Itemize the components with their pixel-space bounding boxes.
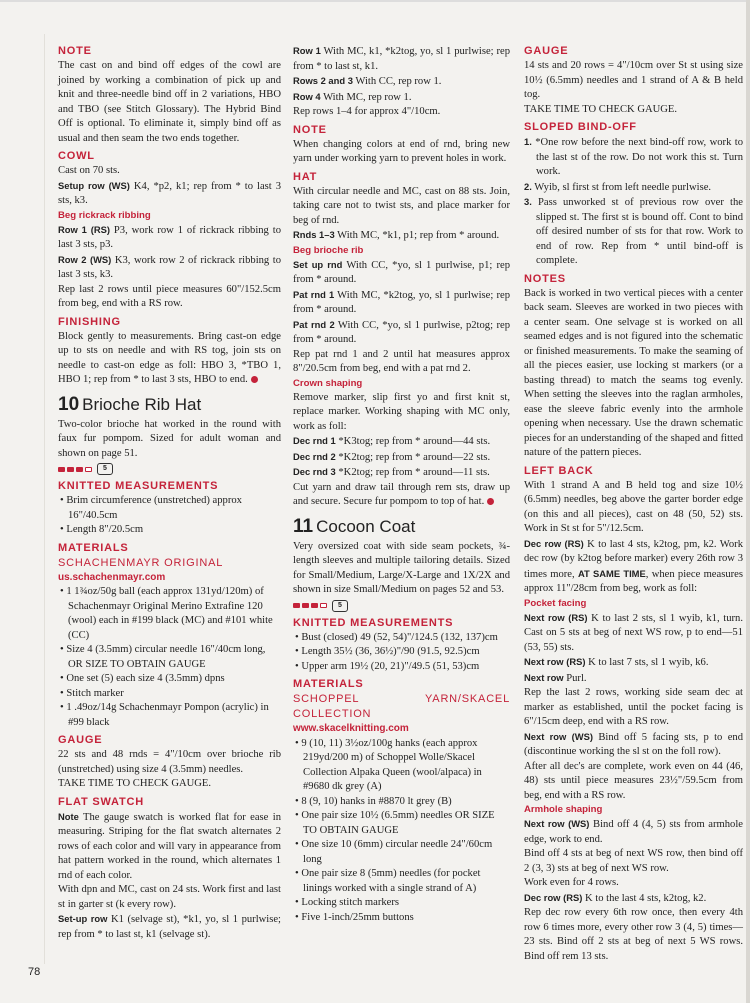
hat-gauge-check: TAKE TIME TO CHECK GAUGE. — [58, 778, 212, 789]
hat-measurements-list — [58, 494, 281, 538]
coat-notes-heading: NOTES — [524, 272, 566, 285]
cowl-repeat: Rep last 2 rows until piece measures 60"/152.5cm from beg, end with a RS row. — [58, 283, 281, 309]
list-item: • 9 (10, 11) 3½oz/100g hanks (each approx 219yd/200 m) of Schoppel Wolle/Skacel Collection Alpaka Queen (wool/alpaca) in #9680 dk grey (A) — [295, 737, 482, 792]
list-item: • 8 (9, 10) hanks in #8870 lt grey (B) — [295, 795, 452, 807]
coat-materials-heading: MATERIALS — [293, 678, 364, 690]
list-item: • Brim circumference (unstretched) approx 16"/40.5cm — [60, 495, 242, 521]
coat-brand-url[interactable]: www.skacelknitting.com — [293, 723, 409, 734]
yarn-weight-icon: 5 — [332, 600, 348, 612]
crown-dec-3: Dec rnd 3 *K2tog; rep from * around—11 sts. — [293, 466, 490, 478]
hat-title: 10 Brioche Rib Hat — [58, 393, 202, 415]
column-2 — [293, 44, 510, 925]
list-item: • One pair size 10½ (6.5mm) needles OR SIZE TO OBTAIN GAUGE — [295, 810, 495, 836]
hat-heading: HAT — [293, 170, 318, 183]
hat-brand: SCHACHENMAYR ORIGINAL — [58, 556, 224, 569]
rickrack-subheading: Beg rickrack ribbing — [58, 209, 151, 221]
sloped-bindoff-heading: SLOPED BIND-OFF — [524, 121, 637, 133]
coat-measurements-heading: KNITTED MEASUREMENTS — [293, 616, 454, 629]
hat-measurements-heading: KNITTED MEASUREMENTS — [58, 480, 219, 492]
left-back-dec-row: Dec row (RS) K to last 4 sts, k2tog, pm, k2. Work dec row (by k2tog before marker) every 26th row 3 times more, AT SAME TIME, when piece measures approx 11"/28cm from beg, work as foll: — [524, 537, 744, 594]
armhole-subheading: Armhole shaping — [524, 804, 603, 815]
list-item: • One size 10 (6mm) circular needle 24"/60cm long — [295, 839, 493, 865]
left-back-heading: LEFT BACK — [524, 464, 594, 477]
end-dot-icon — [251, 376, 258, 383]
brioche-subheading: Beg brioche rib — [293, 244, 364, 256]
pocket-next-row-2: Next row (RS) K to last 7 sts, sl 1 wyib, k6. — [524, 656, 709, 668]
crown-subheading: Crown shaping — [293, 377, 363, 389]
coat-gauge-text: 14 sts and 20 rows = 4"/10cm over St st using size 10½ (6.5mm) needles and 1 strand of A & B held tog. — [524, 60, 743, 100]
hat-gauge-heading: GAUGE — [58, 734, 103, 746]
hat-description: Two-color brioche hat worked in the round with faux fur pompom. Sized for adult woman and shown on page 51. — [58, 418, 281, 459]
hat-note-heading: NOTE — [293, 123, 327, 136]
pocket-after-dec: After all dec's are complete, work even on 44 (46, 48) sts until piece measures 23½"/59.5cm from beg, end with a RS row. — [524, 760, 743, 801]
pocket-next-row-ws: Next row (WS) Bind off 5 facing sts, p to end (discontinue working the sl st on the foll row). — [524, 730, 744, 757]
swatch-rows-2-3: Rows 2 and 3 With CC, rep row 1. — [293, 75, 442, 87]
hat-materials-list — [58, 585, 281, 730]
hat-rnds-1-3: Rnds 1–3 With MC, *k1, p1; rep from * around. — [293, 229, 500, 241]
column-3 — [524, 44, 743, 964]
cowl-note-text: The cast on and bind off edges of the cowl are joined by working a combination of pick up and knit and three-needle bind off in 2 variations, HBO and TBO (see Stitch Glossary). The Hybrid Bind Off is optional. To eliminate it, simply bind off as usual and then seam the two ends together. — [58, 60, 281, 144]
pocket-next-row-3: Next row Purl. — [524, 671, 587, 684]
coat-measurements-list — [293, 631, 510, 675]
cowl-row-2: Row 2 (WS) K3, work row 2 of rickrack ribbing to last 3 sts, k3. — [58, 253, 281, 280]
end-dot-icon — [487, 498, 494, 505]
pocket-next-row-1: Next row (RS) K to last 2 sts, sl 1 wyib, k1, turn. Cast on 5 sts at beg of next WS row, p to end—51 (53, 55) sts. — [524, 611, 744, 653]
hat-brand-url[interactable]: us.schachenmayr.com — [58, 571, 166, 583]
cowl-note-heading: NOTE — [58, 45, 92, 57]
crown-dec-1: Dec rnd 1 *K3tog; rep from * around—44 sts. — [293, 435, 491, 447]
armhole-rep-dec: Rep dec row every 6th row once, then every 4th row 6 times more, every other row 3 (4, 5) times—23 sts. Bind off 2 sts at beg of next 5 WS rows. Bind off rem 13 sts. — [524, 907, 743, 962]
pocket-facing-subheading: Pocket facing — [524, 597, 587, 609]
coat-title: 11 Cocoon Coat — [293, 515, 416, 537]
hat-gauge-text: 22 sts and 48 rnds = 4"/10cm over brioche rib (unstretched) using size 4 (3.5mm) needles. — [58, 749, 281, 775]
flat-swatch-heading: FLAT SWATCH — [58, 795, 144, 808]
coat-brand: SCHOPPEL YARN/SKACEL COLLECTION — [293, 693, 510, 720]
swatch-repeat: Rep rows 1–4 for approx 4"/10cm. — [293, 106, 441, 117]
crown-finish: Cut yarn and draw tail through rem sts, draw up and secure. Secure fur pompom to top of hat. — [293, 481, 510, 507]
list-item: • One pair size 8 (5mm) needles (for pocket linings worked with a single strand of A) — [295, 868, 481, 894]
list-item: • Length 8"/20.5cm — [60, 524, 144, 535]
list-item: 1. *One row before the next bind-off row, work to the last st of the row. Do not work this st. Turn work. — [524, 136, 743, 177]
top-edge — [0, 0, 750, 2]
armhole-work-even: Work even for 4 rows. — [524, 877, 619, 888]
crown-text: Remove marker, slip first yo and first knit st, replace marker. Working shaping with MC only, work as foll: — [293, 391, 510, 432]
pocket-repeat: Rep the last 2 rows, working side seam dec at marker as established, until the pocket facing is 6"/15cm deep, end with a RS row. — [524, 687, 743, 727]
hat-cast-on: With circular needle and MC, cast on 88 sts. Join, taking care not to twist sts, and place marker for beg of rnd. — [293, 185, 510, 226]
binding-gutter — [746, 0, 750, 1003]
list-item: • Upper arm 19½ (20, 21)"/49.5 (51, 53)cm — [295, 660, 480, 672]
left-back-cast-on: With 1 strand A and B held tog and size 10½ (6.5mm) needles, beg above the garter border edge (on this and all pieces), cast on 48 (50, 52) sts. Work in St st for 5"/12.5cm. — [524, 479, 743, 534]
coat-gauge-heading: GAUGE — [524, 45, 569, 57]
cowl-row-1: Row 1 (RS) P3, work row 1 of rickrack ribbing to last 3 sts, p3. — [58, 223, 281, 250]
cowl-cast-on: Cast on 70 sts. — [58, 165, 120, 176]
skill-level — [58, 463, 281, 475]
list-item: • Five 1-inch/25mm buttons — [295, 911, 414, 923]
list-item: • Stitch marker — [60, 687, 124, 699]
flat-swatch-cast: With dpn and MC, cast on 24 sts. Work first and last st in garter st (k every row). — [58, 884, 281, 910]
coat-notes-text: Back is worked in two vertical pieces with a center back seam. Sleeves are worked in two pieces with a center seam. One selvage st is worked on all seamed edges and is not figured into the schematic or finished measurements. To make the seaming of all the pieces easier, use locking st markers (or a basting thread) to match the seams tog evenly. When setting the sleeves into the raglan armholes, ease the sleeve fabric evenly into the armhole opening when necessary. Use the drawn schematic pieces for an understanding of the shaped and fitted nature of the pattern pieces. — [524, 287, 743, 458]
armhole-next-row: Next row (WS) Bind off 4 (4, 5) sts from armhole edge, work to end. — [524, 818, 743, 845]
list-item: • 1 1¾oz/50g ball (each approx 131yd/120m) of Schachenmayr Original Merino Extrafine 120 (wool) each in #199 black (MC) and #101 white (CC) — [60, 586, 273, 641]
hat-setup-rnd: Set up rnd With CC, *yo, sl 1 purlwise, p1; rep from * around. — [293, 258, 510, 285]
coat-materials-list — [293, 737, 510, 926]
list-item: 3. Pass unworked st of previous row over the slipped st. The first st is bound off. Cont to bind off desired number of sts for that row. Work to end of row. Rep from * until bind-off is complete. — [524, 196, 743, 266]
column-1 — [58, 44, 281, 942]
swatch-row-1: Row 1 With MC, k1, *k2tog, yo, sl 1 purlwise; rep from * to last st, k1. — [293, 45, 510, 72]
cowl-heading: COWL — [58, 150, 95, 162]
hat-pat-rnd-1: Pat rnd 1 With MC, *k2tog, yo, sl 1 purlwise; rep from * around. — [293, 288, 510, 315]
hat-pat-repeat: Rep pat rnd 1 and 2 until hat measures approx 8"/20.5cm from beg, end with a pat rnd 2. — [293, 348, 510, 374]
cowl-setup-row: Setup row (WS) K4, *p2, k1; rep from * to last 3 sts, k3. — [58, 179, 281, 206]
hat-note-text: When changing colors at end of rnd, bring new yarn under working yarn to prevent holes in work. — [293, 138, 510, 164]
hat-materials-heading: MATERIALS — [58, 541, 129, 554]
coat-description: Very oversized coat with side seam pockets, ¾-length sleeves and multiple tailoring details. Sized for Small/Medium, Large/X-Large and 1X/2X and shown in size Small/Medium on pages 52 and 53. — [293, 540, 510, 595]
list-item: • One set (5) each size 4 (3.5mm) dpns — [60, 673, 225, 684]
hat-pat-rnd-2: Pat rnd 2 With CC, *yo, sl 1 purlwise, p2tog; rep from * around. — [293, 318, 510, 345]
list-item: 2. Wyib, sl first st from left needle purlwise. — [524, 180, 712, 193]
list-item: • Size 4 (3.5mm) circular needle 16"/40cm long, OR SIZE TO OBTAIN GAUGE — [60, 644, 266, 670]
armhole-dec-row: Dec row (RS) K to the last 4 sts, k2tog, k2. — [524, 891, 707, 904]
page-number: 78 — [28, 966, 41, 978]
flat-swatch-setup: Set-up row K1 (selvage st), *k1, yo, sl 1 purlwise; rep from * to last st, k1 (selvage st). — [58, 913, 282, 940]
coat-gauge-check: TAKE TIME TO CHECK GAUGE. — [524, 103, 678, 115]
page-left-rule — [44, 34, 45, 964]
finishing-heading: FINISHING — [58, 315, 121, 328]
crown-dec-2: Dec rnd 2 *K2tog; rep from * around—22 sts. — [293, 450, 491, 463]
finishing-text: Block gently to measurements. Bring cast-on edge up to sts on needle and with RS tog, join sts on needle to cast-on edge as foll: HBO 3, *TBO 1, HBO 1; rep from * to last 3 sts, HBO to end. — [58, 330, 281, 385]
list-item: • Bust (closed) 49 (52, 54)"/124.5 (132, 137)cm — [295, 631, 498, 643]
list-item: • 1 .49oz/14g Schachenmayr Pompon (acrylic) in #99 black — [60, 702, 269, 728]
list-item: • Length 35½ (36, 36½)"/90 (91.5, 92.5)cm — [295, 646, 480, 657]
flat-swatch-note: Note The gauge swatch is worked flat for ease in measuring. Striping for the flat swatch alternates 2 rows of each color and will vary in appearance from hat pattern worked in the round, which alternates 1 rnd of each color. — [58, 810, 281, 881]
armhole-bind-off: Bind off 4 sts at beg of next WS row, then bind off 2 (3, 3) sts at beg of next WS row. — [524, 848, 743, 874]
list-item: • Locking stitch markers — [295, 897, 400, 908]
skill-level — [293, 600, 510, 612]
sloped-bindoff-list — [524, 135, 743, 269]
yarn-weight-icon: 5 — [97, 463, 113, 475]
swatch-row-4: Row 4 With MC, rep row 1. — [293, 90, 412, 103]
